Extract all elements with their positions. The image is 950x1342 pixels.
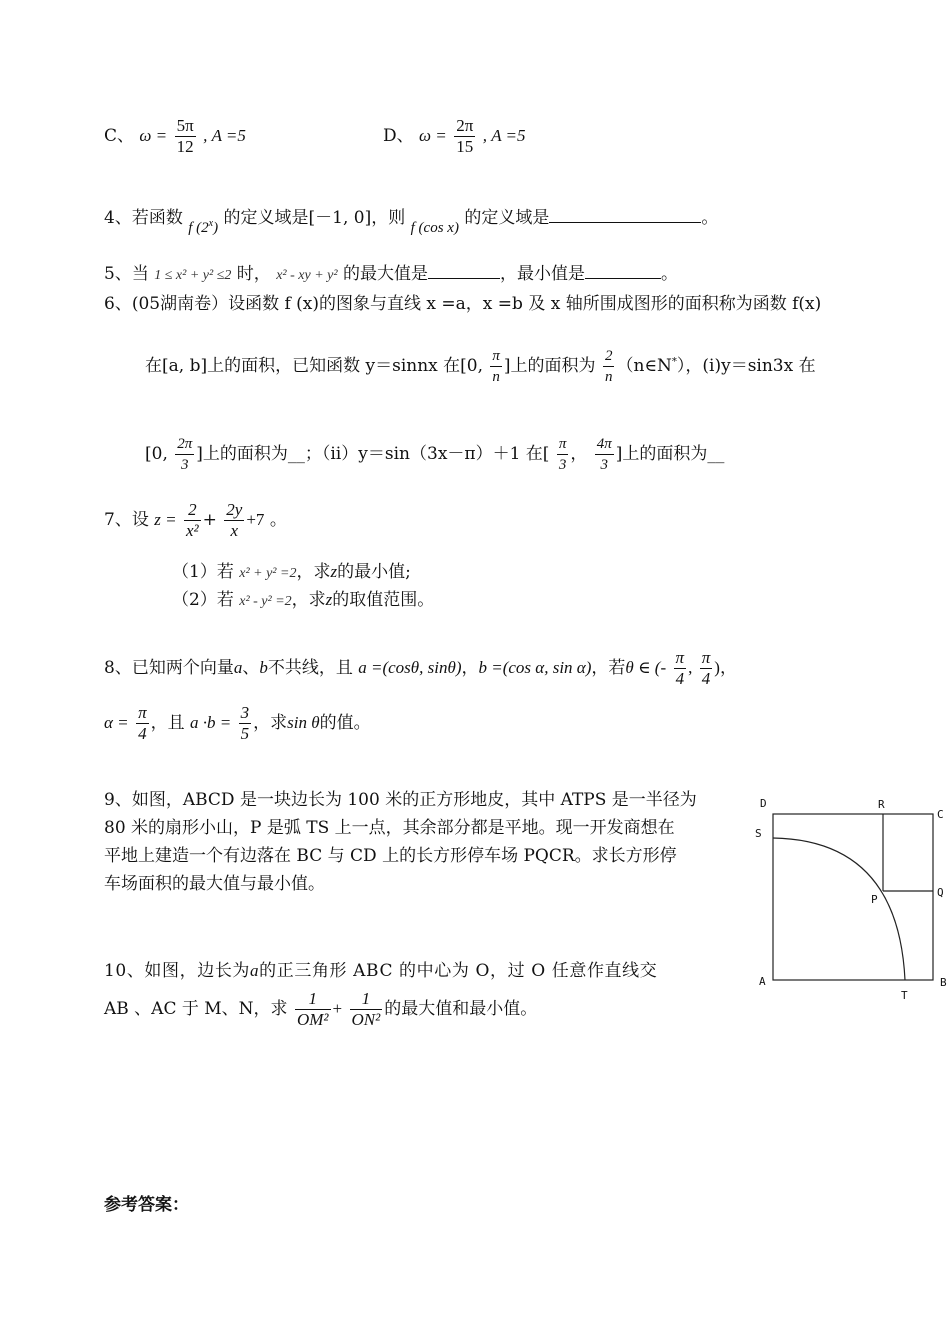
question-4 xyxy=(104,203,719,236)
q4-f1-text: f (2 xyxy=(188,220,209,236)
q3-option-d xyxy=(383,116,526,157)
q6-line2-frac-num: π xyxy=(490,346,502,367)
q10-line1-b: 的正三角形 ABC 的中心为 O，过 O 任意作直线交 xyxy=(259,961,658,981)
q5-expression: x² - xy + y² xyxy=(276,268,338,283)
q8-mid4: ，且 xyxy=(150,713,185,733)
label-q: Q xyxy=(937,886,944,899)
q6-line3-frac2-num: π xyxy=(557,434,569,455)
answers-heading: 参考答案： xyxy=(104,1195,189,1215)
square-abcd xyxy=(773,814,933,980)
q7-sub2-z: z xyxy=(325,590,333,609)
q6-line2-c-sup: * xyxy=(671,356,677,368)
q8-theta-in: θ ∈ (- xyxy=(625,658,667,677)
option-d-num: 2π xyxy=(456,116,474,135)
q4-f1-sup: x xyxy=(208,218,214,229)
label-b: B xyxy=(940,976,947,989)
q9-figure-svg xyxy=(750,792,950,1012)
label-a: A xyxy=(759,975,766,988)
q10-line1-a: 10、如图，边长为 xyxy=(104,961,251,981)
q6-line3-a: [0, xyxy=(145,444,168,464)
q8-vec-b: b xyxy=(259,658,268,677)
q6-line3-frac-den: 3 xyxy=(181,457,189,473)
question-8-line-2 xyxy=(104,703,371,744)
q6-line3-frac xyxy=(175,434,194,475)
q5-end: 。 xyxy=(660,264,678,284)
q7-sub2-c: 的取值范围。 xyxy=(332,590,435,610)
q7-frac1-num: 2 xyxy=(184,500,201,521)
q7-sub2-b: ，求 xyxy=(291,590,326,610)
q7-frac1-den: x² xyxy=(185,521,199,540)
q5-min-blank xyxy=(585,264,661,279)
q6-line3-frac2 xyxy=(557,434,569,475)
q8-mid1: 不共线，且 xyxy=(267,658,353,678)
q8-frac3-den: 4 xyxy=(138,724,147,743)
q8-mid3: ，若 xyxy=(591,658,626,678)
q7-prefix: 7、设 xyxy=(104,510,149,530)
question-6-line-3 xyxy=(145,434,724,475)
label-s: S xyxy=(755,827,762,840)
q8-b-def: b =(cos α, sin α) xyxy=(478,658,592,677)
q7-sub1-c: 的最小值; xyxy=(337,562,411,582)
q8-vec-a: a xyxy=(233,658,243,677)
q9-line-3: 平地上建造一个有边落在 BC 与 CD 上的长方形停车场 PQCR。求长方形停 xyxy=(104,846,677,866)
q6-line3-frac3 xyxy=(595,434,614,475)
q8-mid5: ，求 xyxy=(253,713,288,733)
q7-plus: + xyxy=(202,510,217,530)
q4-end: 。 xyxy=(701,208,719,228)
q8-comma: 、 xyxy=(242,658,260,678)
q8-frac4-den: 5 xyxy=(240,724,250,743)
q5-mid1: 时， xyxy=(236,264,271,284)
q6-line3-sep: ， xyxy=(570,444,588,464)
q8-frac1-den: 4 xyxy=(675,669,685,688)
q6-line3-frac2-den: 3 xyxy=(558,457,567,473)
option-d-omega: ω = xyxy=(419,126,447,145)
option-c-num: 5π xyxy=(176,116,194,135)
q6-line3-frac3-den: 3 xyxy=(600,457,609,473)
q5-mid2: 的最大值是 xyxy=(342,264,428,284)
q8-frac2-den: 4 xyxy=(701,669,711,688)
question-10-line-1 xyxy=(104,956,657,981)
q4-mid: 的定义域是[－1, 0]，则 xyxy=(223,208,406,228)
q9-figure xyxy=(750,792,950,1012)
q7-sub1-a: （1）若 xyxy=(172,562,234,582)
q7-sub2-expr: x² - y² =2 xyxy=(239,594,292,609)
q5-condition: 1 ≤ x² + y² ≤2 xyxy=(154,268,232,283)
option-c-fraction xyxy=(175,116,196,157)
label-t: T xyxy=(901,989,908,1002)
q8-dot-product: a ·b = xyxy=(190,713,232,732)
q8-frac-sep: , xyxy=(688,658,693,677)
question-7-sub-2 xyxy=(172,585,434,610)
q4-suffix: 的定义域是 xyxy=(464,208,550,228)
q8-prefix: 8、已知两个向量 xyxy=(104,658,234,678)
option-d-label: D、 xyxy=(383,126,414,146)
q8-frac2-num: π xyxy=(701,648,711,667)
q7-sub1-z: z xyxy=(330,562,338,581)
q6-line2-frac xyxy=(490,346,502,387)
q3-option-c xyxy=(104,116,246,157)
option-c-den: 12 xyxy=(176,137,194,156)
q7-end: 。 xyxy=(269,510,287,530)
label-r: R xyxy=(878,798,885,811)
question-7-sub-1 xyxy=(172,557,411,582)
q7-frac1 xyxy=(184,500,201,541)
q7-sub1-expr: x² + y² =2 xyxy=(239,566,297,581)
q6-line2-b: ]上的面积为 xyxy=(503,356,596,376)
q10-frac2-num: 1 xyxy=(350,989,383,1010)
q6-line2-frac-den: n xyxy=(492,369,500,385)
q6-line2-frac2-den: n xyxy=(604,369,613,385)
q5-max-blank xyxy=(428,264,500,279)
q8-sin-theta: sin θ xyxy=(287,713,320,732)
label-p: P xyxy=(871,893,878,906)
q7-sub2-a: （2）若 xyxy=(172,590,234,610)
q8-end1: ， xyxy=(719,658,737,678)
q7-frac2 xyxy=(224,500,244,541)
q8-frac1 xyxy=(674,648,687,689)
q6-line2-frac2-num: 2 xyxy=(603,346,615,367)
q8-end2: 的值。 xyxy=(319,713,371,733)
q10-line2-b: 的最大值和最小值。 xyxy=(384,999,538,1019)
q10-var-a: a xyxy=(250,961,260,980)
q4-answer-blank xyxy=(549,208,701,223)
question-6-line-1 xyxy=(104,289,821,314)
label-d: D xyxy=(760,797,767,810)
q6-line1: 6、(05湖南卷）设函数 f (x)的图象与直线 x =a，x =b 及 x 轴所围成图形的面积称为函数 f(x) xyxy=(104,294,822,314)
q6-line3-c: ]上的面积为__ xyxy=(615,444,725,464)
q4-f1 xyxy=(188,220,218,236)
q8-close: ) xyxy=(714,658,720,677)
q7-tail: +7 xyxy=(246,510,265,529)
q10-frac1 xyxy=(295,989,331,1030)
question-10-line-2 xyxy=(104,989,537,1030)
option-d-A: , A =5 xyxy=(482,126,526,145)
q6-line3-frac3-num: 4π xyxy=(595,434,614,455)
q5-prefix: 5、当 xyxy=(104,264,149,284)
option-c-A: , A =5 xyxy=(203,126,246,145)
option-d-fraction xyxy=(454,116,475,157)
q9-line-2: 80 米的扇形小山，P 是弧 TS 上一点，其余部分都是平地。现一开发商想在 xyxy=(104,818,675,838)
q6-line3-frac-num: 2π xyxy=(175,434,194,455)
q8-frac2 xyxy=(700,648,713,689)
q6-line3-b: ]上的面积为__；（ⅱ）y＝sin（3x－π）＋1 在[ xyxy=(196,444,550,464)
label-c: C xyxy=(937,808,944,821)
question-8-line-1 xyxy=(104,648,737,689)
q10-frac2-den: ON² xyxy=(351,1010,381,1029)
q6-line2-a: 在[a, b]上的面积，已知函数 y＝sinnx 在[0, xyxy=(145,356,483,376)
q7-sub1-b: ，求 xyxy=(296,562,331,582)
q8-frac3-num: π xyxy=(138,703,147,722)
q9-line-4: 车场面积的最大值与最小值。 xyxy=(104,874,325,894)
q6-line2-c: （n∈N xyxy=(616,356,672,376)
q8-frac3 xyxy=(136,703,149,744)
option-d-den: 15 xyxy=(456,137,474,156)
option-c-omega: ω = xyxy=(139,126,168,145)
q10-plus: + xyxy=(332,999,343,1018)
q6-line2-d: ），(ⅰ)y＝sin3x 在 xyxy=(676,356,816,376)
question-5 xyxy=(104,259,678,284)
option-c-label: C、 xyxy=(104,126,135,146)
q4-prefix: 4、若函数 xyxy=(104,208,183,228)
q4-f2: f (cos x) xyxy=(410,220,459,236)
question-9 xyxy=(104,786,697,898)
q10-frac2 xyxy=(350,989,383,1030)
arc-ts xyxy=(773,838,905,980)
q8-frac1-num: π xyxy=(675,648,685,667)
q7-z: z = xyxy=(154,510,177,529)
question-6-line-2 xyxy=(145,346,816,387)
q6-line2-frac2 xyxy=(603,346,615,387)
q8-a-def: a =(cosθ, sinθ) xyxy=(358,658,462,677)
q10-line2-a: AB 、AC 于 M、N，求 xyxy=(104,999,288,1019)
q9-line-1: 9、如图，ABCD 是一块边长为 100 米的正方形地皮，其中 ATPS 是一半径为 xyxy=(104,790,697,810)
q5-mid3: ，最小值是 xyxy=(499,264,585,284)
q8-mid2: ， xyxy=(461,658,479,678)
q4-f1-close: ) xyxy=(213,220,219,236)
q10-frac1-den: OM² xyxy=(296,1010,329,1029)
q10-frac1-num: 1 xyxy=(295,989,331,1010)
q8-frac4-num: 3 xyxy=(240,703,250,722)
q8-alpha: α = xyxy=(104,713,129,732)
q7-frac2-den: x xyxy=(230,521,239,540)
q8-frac4 xyxy=(239,703,252,744)
q7-frac2-num: 2y xyxy=(226,500,243,519)
question-7 xyxy=(104,500,287,541)
